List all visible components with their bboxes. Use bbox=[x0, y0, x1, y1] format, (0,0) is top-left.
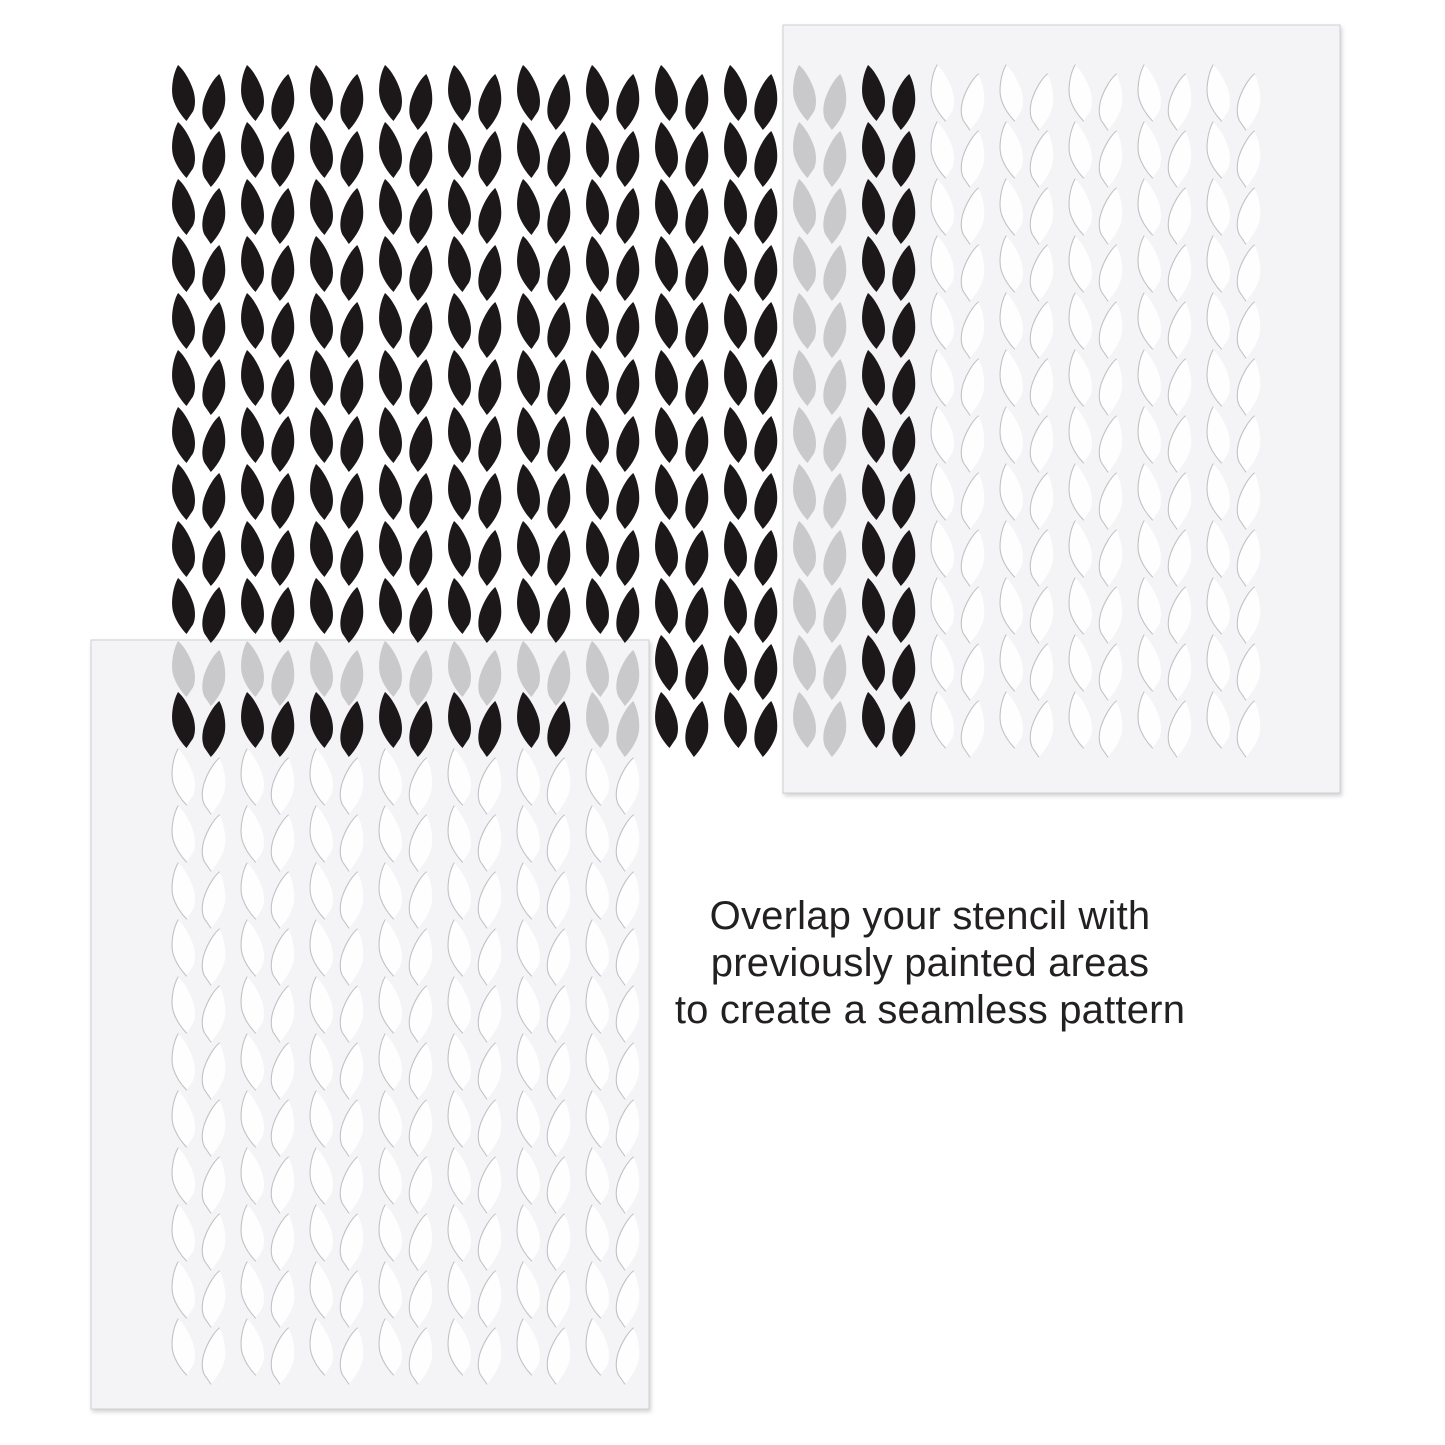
knit-leaf bbox=[172, 521, 195, 577]
knit-leaf bbox=[616, 587, 639, 643]
knit-leaf bbox=[616, 245, 639, 301]
knit-leaf bbox=[172, 65, 195, 121]
knit-leaf bbox=[448, 407, 471, 463]
knit-leaf bbox=[754, 473, 777, 529]
knit-leaf bbox=[172, 179, 195, 235]
knit-leaf bbox=[241, 65, 264, 121]
knit-leaf bbox=[202, 131, 225, 187]
knit-leaf bbox=[409, 359, 432, 415]
knit-leaf bbox=[586, 464, 609, 520]
knit-leaf bbox=[448, 350, 471, 406]
knit-leaf bbox=[172, 407, 195, 463]
knit-leaf bbox=[340, 188, 363, 244]
knit-leaf bbox=[547, 587, 570, 643]
knit-leaf bbox=[547, 359, 570, 415]
knit-leaf bbox=[547, 416, 570, 472]
knit-leaf bbox=[616, 74, 639, 130]
knit-leaf bbox=[685, 473, 708, 529]
knit-leaf bbox=[478, 359, 501, 415]
knit-leaf bbox=[616, 188, 639, 244]
knit-leaf bbox=[586, 236, 609, 292]
knit-leaf bbox=[655, 521, 678, 577]
knit-leaf bbox=[547, 245, 570, 301]
knit-leaf bbox=[754, 245, 777, 301]
knit-leaf bbox=[409, 74, 432, 130]
knit-leaf bbox=[655, 179, 678, 235]
knit-leaf bbox=[340, 74, 363, 130]
knit-leaf bbox=[241, 578, 264, 634]
knit-leaf bbox=[517, 293, 540, 349]
knit-leaf bbox=[172, 578, 195, 634]
knit-leaf bbox=[202, 587, 225, 643]
knit-leaf bbox=[586, 407, 609, 463]
knit-leaf bbox=[586, 350, 609, 406]
knit-leaf bbox=[724, 464, 747, 520]
knit-leaf bbox=[340, 302, 363, 358]
knit-leaf bbox=[340, 587, 363, 643]
knit-leaf bbox=[754, 530, 777, 586]
knit-leaf bbox=[448, 578, 471, 634]
instruction-line-3: to create a seamless pattern bbox=[674, 988, 1186, 1032]
knit-leaf bbox=[310, 464, 333, 520]
knit-leaf bbox=[478, 587, 501, 643]
knit-leaf bbox=[517, 407, 540, 463]
knit-leaf bbox=[655, 635, 678, 691]
knit-leaf bbox=[172, 293, 195, 349]
knit-leaf bbox=[655, 407, 678, 463]
knit-leaf bbox=[241, 236, 264, 292]
knit-leaf bbox=[586, 578, 609, 634]
knit-leaf bbox=[754, 587, 777, 643]
knit-leaf bbox=[271, 74, 294, 130]
knit-leaf bbox=[517, 350, 540, 406]
knit-leaf bbox=[409, 416, 432, 472]
knit-leaf bbox=[379, 578, 402, 634]
knit-leaf bbox=[172, 464, 195, 520]
knit-leaf bbox=[685, 587, 708, 643]
knit-leaf bbox=[340, 131, 363, 187]
knit-leaf bbox=[448, 293, 471, 349]
knit-leaf bbox=[478, 473, 501, 529]
knit-leaf bbox=[478, 245, 501, 301]
knit-leaf bbox=[409, 302, 432, 358]
knit-leaf bbox=[724, 293, 747, 349]
knit-leaf bbox=[724, 122, 747, 178]
knit-leaf bbox=[271, 188, 294, 244]
knit-leaf bbox=[172, 236, 195, 292]
knit-leaf bbox=[271, 530, 294, 586]
knit-leaf bbox=[271, 245, 294, 301]
knit-leaf bbox=[448, 65, 471, 121]
knit-leaf bbox=[202, 530, 225, 586]
knit-leaf bbox=[340, 530, 363, 586]
knit-leaf bbox=[478, 131, 501, 187]
knit-leaf bbox=[409, 473, 432, 529]
knit-leaf bbox=[616, 131, 639, 187]
knit-leaf bbox=[517, 464, 540, 520]
knit-leaf bbox=[685, 530, 708, 586]
knit-leaf bbox=[724, 65, 747, 121]
knit-leaf bbox=[310, 179, 333, 235]
knit-leaf bbox=[685, 302, 708, 358]
knit-leaf bbox=[478, 416, 501, 472]
knit-leaf bbox=[754, 644, 777, 700]
knit-leaf bbox=[271, 359, 294, 415]
knit-leaf bbox=[409, 245, 432, 301]
knit-leaf bbox=[616, 416, 639, 472]
knit-leaf bbox=[409, 587, 432, 643]
knit-leaf bbox=[379, 464, 402, 520]
knit-leaf bbox=[616, 359, 639, 415]
instruction-line-2: previously painted areas bbox=[710, 941, 1150, 985]
knit-leaf bbox=[754, 302, 777, 358]
knit-leaf bbox=[655, 236, 678, 292]
knit-leaf bbox=[685, 701, 708, 757]
knit-leaf bbox=[448, 179, 471, 235]
knit-leaf bbox=[517, 521, 540, 577]
knit-leaf bbox=[448, 236, 471, 292]
knit-leaf bbox=[202, 302, 225, 358]
knit-leaf bbox=[202, 188, 225, 244]
knit-leaf bbox=[685, 74, 708, 130]
knit-leaf bbox=[379, 293, 402, 349]
knit-leaf bbox=[685, 245, 708, 301]
knit-leaf bbox=[754, 131, 777, 187]
knit-leaf bbox=[379, 521, 402, 577]
knit-leaf bbox=[409, 131, 432, 187]
knit-leaf bbox=[202, 245, 225, 301]
knit-leaf bbox=[754, 74, 777, 130]
knit-leaf bbox=[340, 473, 363, 529]
knit-leaf bbox=[754, 416, 777, 472]
knit-leaf bbox=[271, 587, 294, 643]
knit-leaf bbox=[655, 578, 678, 634]
knit-leaf bbox=[685, 644, 708, 700]
knit-leaf bbox=[202, 359, 225, 415]
knit-leaf bbox=[448, 464, 471, 520]
instruction-line-1: Overlap your stencil with bbox=[709, 894, 1151, 938]
knit-leaf bbox=[517, 578, 540, 634]
knit-leaf bbox=[586, 293, 609, 349]
knit-leaf bbox=[409, 530, 432, 586]
knit-leaf bbox=[310, 65, 333, 121]
knit-leaf bbox=[586, 179, 609, 235]
knit-leaf bbox=[478, 302, 501, 358]
knit-leaf bbox=[655, 293, 678, 349]
knit-leaf bbox=[241, 293, 264, 349]
knit-leaf bbox=[340, 416, 363, 472]
knit-leaf bbox=[724, 350, 747, 406]
knit-leaf bbox=[379, 236, 402, 292]
knit-leaf bbox=[685, 188, 708, 244]
knit-leaf bbox=[655, 122, 678, 178]
knit-leaf bbox=[547, 530, 570, 586]
knit-leaf bbox=[310, 122, 333, 178]
knit-leaf bbox=[655, 65, 678, 121]
knit-leaf bbox=[586, 521, 609, 577]
knit-leaf bbox=[310, 578, 333, 634]
knit-leaf bbox=[547, 473, 570, 529]
knit-leaf bbox=[724, 236, 747, 292]
knit-leaf bbox=[685, 359, 708, 415]
knit-leaf bbox=[202, 473, 225, 529]
knit-leaf bbox=[724, 578, 747, 634]
knit-leaf bbox=[172, 350, 195, 406]
knit-leaf bbox=[616, 473, 639, 529]
knit-leaf bbox=[724, 692, 747, 748]
knit-leaf bbox=[271, 473, 294, 529]
knit-leaf bbox=[241, 521, 264, 577]
knit-leaf bbox=[547, 74, 570, 130]
knit-leaf bbox=[724, 635, 747, 691]
knit-leaf bbox=[754, 359, 777, 415]
knit-leaf bbox=[448, 122, 471, 178]
knit-leaf bbox=[379, 350, 402, 406]
knit-leaf bbox=[478, 530, 501, 586]
knit-leaf bbox=[202, 74, 225, 130]
knit-leaf bbox=[655, 464, 678, 520]
knit-leaf bbox=[478, 188, 501, 244]
knit-leaf bbox=[271, 416, 294, 472]
knit-leaf bbox=[517, 179, 540, 235]
knit-leaf bbox=[448, 521, 471, 577]
knit-leaf bbox=[547, 188, 570, 244]
knit-leaf bbox=[172, 122, 195, 178]
knit-leaf bbox=[310, 521, 333, 577]
knit-leaf bbox=[655, 692, 678, 748]
knit-leaf bbox=[310, 407, 333, 463]
knit-leaf bbox=[724, 521, 747, 577]
knit-leaf bbox=[547, 131, 570, 187]
knit-leaf bbox=[754, 701, 777, 757]
knit-leaf bbox=[517, 122, 540, 178]
knit-leaf bbox=[517, 65, 540, 121]
knit-leaf bbox=[379, 179, 402, 235]
knit-leaf bbox=[310, 293, 333, 349]
knit-leaf bbox=[379, 407, 402, 463]
overlap-instructions bbox=[650, 893, 1210, 1034]
knit-leaf bbox=[547, 302, 570, 358]
knit-leaf bbox=[478, 74, 501, 130]
knit-leaf bbox=[616, 302, 639, 358]
knit-leaf bbox=[724, 179, 747, 235]
knit-leaf bbox=[685, 416, 708, 472]
knit-leaf bbox=[241, 122, 264, 178]
knit-leaf bbox=[685, 131, 708, 187]
knit-leaf bbox=[241, 350, 264, 406]
knit-leaf bbox=[340, 245, 363, 301]
knit-leaf bbox=[202, 416, 225, 472]
knit-leaf bbox=[586, 122, 609, 178]
knit-leaf bbox=[616, 530, 639, 586]
knit-leaf bbox=[241, 407, 264, 463]
knit-leaf bbox=[310, 236, 333, 292]
knit-leaf bbox=[379, 65, 402, 121]
knit-leaf bbox=[340, 359, 363, 415]
knit-leaf bbox=[271, 302, 294, 358]
knit-leaf bbox=[517, 236, 540, 292]
knit-leaf bbox=[241, 464, 264, 520]
knit-leaf bbox=[271, 131, 294, 187]
knit-leaf bbox=[241, 179, 264, 235]
knit-leaf bbox=[586, 65, 609, 121]
knit-leaf bbox=[655, 350, 678, 406]
knit-leaf bbox=[754, 188, 777, 244]
knit-leaf bbox=[724, 407, 747, 463]
knit-leaf bbox=[409, 188, 432, 244]
knit-leaf bbox=[379, 122, 402, 178]
knit-leaf bbox=[310, 350, 333, 406]
